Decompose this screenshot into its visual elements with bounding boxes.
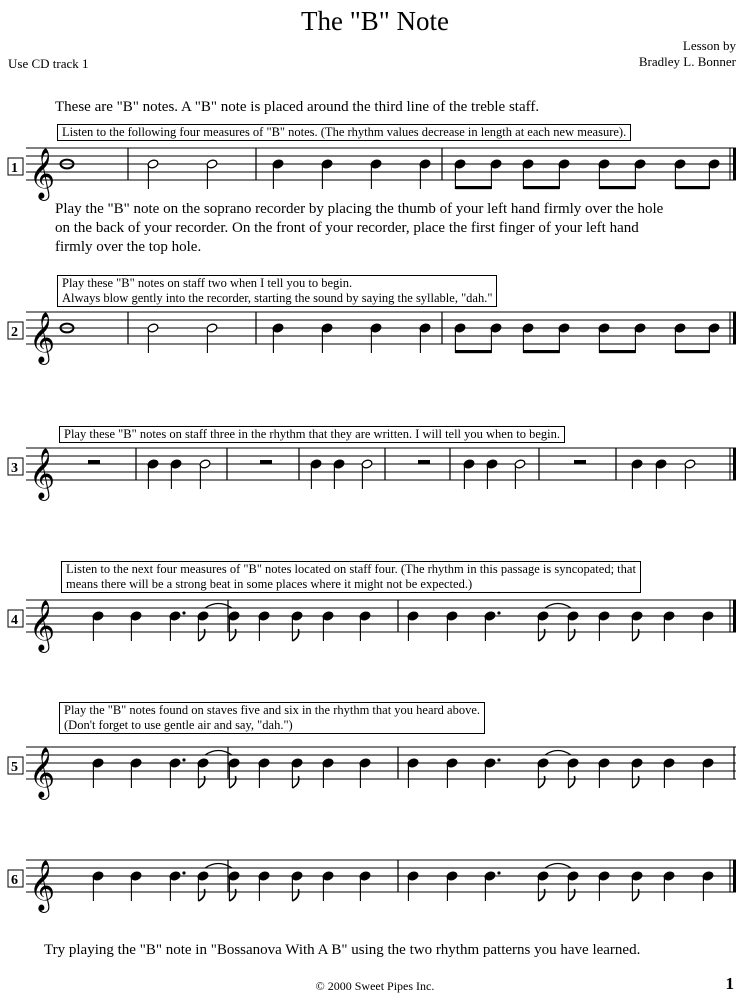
eighth-flag — [632, 889, 638, 901]
treble-clef-icon: 𝄞 — [29, 448, 56, 499]
eighth-flag — [292, 776, 298, 788]
treble-clef-icon: 𝄞 — [29, 860, 56, 911]
eighth-flag — [292, 889, 298, 901]
eighth-beam — [523, 186, 559, 189]
treble-clef-icon: 𝄞 — [29, 747, 56, 798]
augmentation-dot — [497, 758, 500, 761]
cd-track-label: Use CD track 1 — [8, 56, 89, 71]
staff-number: 3 — [11, 461, 18, 476]
author-line-1: Lesson by — [682, 38, 736, 53]
closing-text: Try playing the "B" note in "Bossanova With A B" using the two rhythm patterns you have learned. — [44, 942, 641, 958]
augmentation-dot — [182, 758, 185, 761]
staff-number: 2 — [11, 325, 18, 340]
treble-clef-icon: 𝄞 — [29, 312, 56, 363]
eighth-flag — [229, 889, 235, 901]
eighth-flag — [292, 629, 298, 641]
treble-clef-icon: 𝄞 — [29, 600, 56, 651]
staff-6 — [0, 840, 750, 920]
copyright-notice: © 2000 Sweet Pipes Inc. — [315, 979, 435, 993]
half-rest — [88, 460, 100, 464]
eighth-beam — [675, 350, 709, 353]
intro-text: These are "B" notes. A "B" note is placed around the third line of the treble staff. — [55, 99, 540, 115]
staff-number: 6 — [11, 873, 18, 888]
eighth-flag — [568, 629, 574, 641]
augmentation-dot — [182, 611, 185, 614]
half-rest — [260, 460, 272, 464]
final-bar-thick — [733, 148, 736, 180]
eighth-beam — [675, 186, 709, 189]
eighth-beam — [599, 186, 635, 189]
eighth-flag — [198, 889, 204, 901]
final-bar-thick — [733, 448, 736, 480]
augmentation-dot — [497, 871, 500, 874]
eighth-beam — [523, 350, 559, 353]
augmentation-dot — [497, 611, 500, 614]
staff-5 — [0, 727, 750, 807]
instruction-box-3: Play these "B" notes on staff three in the rhythm that they are written. I will tell you when to begin. — [59, 426, 565, 443]
author-credit — [639, 38, 736, 70]
eighth-flag — [198, 629, 204, 641]
eighth-flag — [568, 889, 574, 901]
play-instructions-text: Play the "B" note on the soprano recorder by placing the thumb of your left hand firmly over the hole on the back of your recorder. On the front of your recorder, place the first finger of your left hand firmly over the top hole. — [55, 201, 664, 255]
eighth-flag — [632, 629, 638, 641]
eighth-flag — [229, 629, 235, 641]
author-line-2: Bradley L. Bonner — [638, 54, 736, 69]
staff-3 — [0, 428, 750, 508]
staff-2 — [0, 292, 750, 372]
box-5-line-2: (Don't forget to use gentle air and say, "dah.") — [64, 718, 293, 732]
half-rest — [418, 460, 430, 464]
box-4-line-2: means there will be a strong beat in some places where it might not be expected.) — [66, 577, 473, 591]
page-number: 1 — [725, 974, 734, 993]
half-rest — [574, 460, 586, 464]
staff-number: 5 — [11, 760, 18, 775]
eighth-flag — [538, 889, 544, 901]
staff-number: 1 — [11, 161, 18, 176]
augmentation-dot — [182, 871, 185, 874]
eighth-beam — [599, 350, 635, 353]
eighth-flag — [632, 776, 638, 788]
eighth-beam — [455, 186, 491, 189]
eighth-flag — [538, 629, 544, 641]
eighth-beam — [455, 350, 491, 353]
instruction-box-1: Listen to the following four measures of "B" notes. (The rhythm values decrease in length at each new measure). — [57, 124, 631, 141]
tie — [545, 864, 571, 869]
box-4-line-1: Listen to the next four measures of "B" notes located on staff four. (The rhythm in this passage is syncopated; that — [66, 562, 636, 576]
tie — [545, 604, 571, 609]
box-2-line-1: Play these "B" notes on staff two when I tell you to begin. — [62, 276, 353, 290]
final-bar-thick — [733, 600, 736, 632]
box-2-line-2: Always blow gently into the recorder, starting the sound by saying the syllable, "dah." — [62, 291, 493, 305]
eighth-flag — [229, 776, 235, 788]
final-bar-thick — [733, 312, 736, 344]
page-title: The "B" Note — [300, 6, 449, 36]
box-5-line-1: Play the "B" notes found on staves five and six in the rhythm that you heard above. — [64, 703, 481, 717]
eighth-flag — [568, 776, 574, 788]
eighth-flag — [198, 776, 204, 788]
eighth-flag — [538, 776, 544, 788]
staff-number: 4 — [11, 613, 18, 628]
treble-clef-icon: 𝄞 — [29, 148, 56, 199]
staff-4 — [0, 580, 750, 660]
staff-1 — [0, 128, 750, 208]
tie — [545, 751, 571, 756]
final-bar-thick — [733, 860, 736, 892]
